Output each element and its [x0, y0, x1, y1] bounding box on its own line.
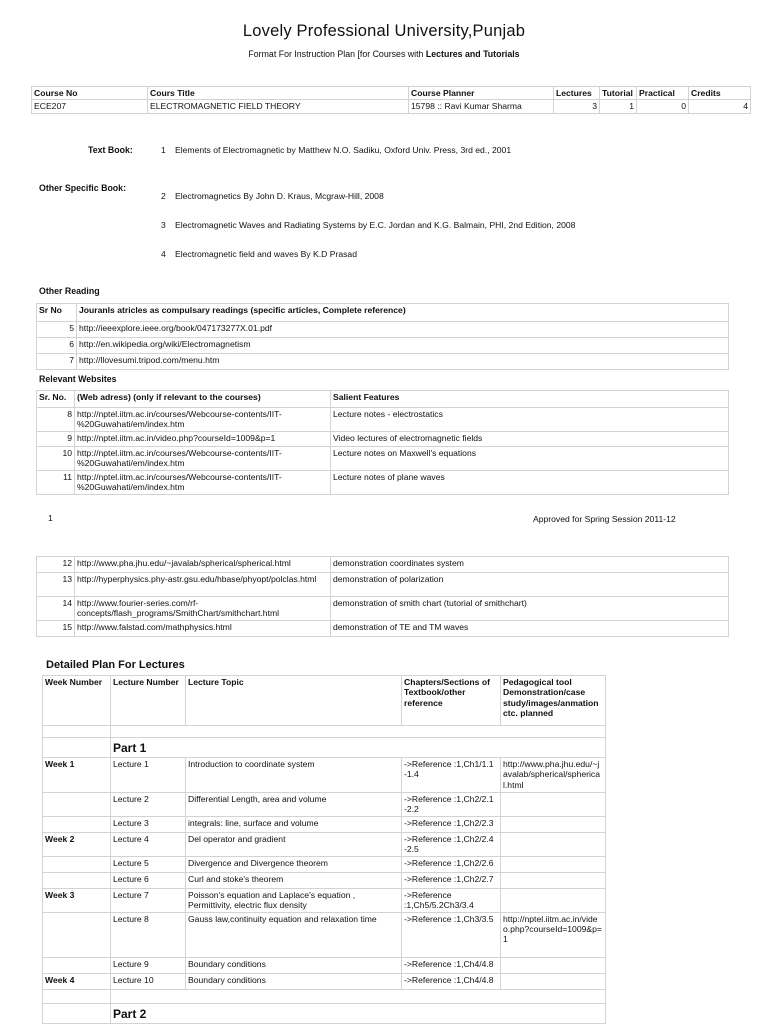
sr-no: 8 [37, 408, 75, 432]
plan-title: Detailed Plan For Lectures [46, 659, 185, 671]
sr-no: 15 [37, 621, 75, 637]
part-row [43, 738, 606, 758]
table-row [37, 447, 729, 471]
salient-feature: demonstration of smith chart (tutorial of smithchart) [331, 597, 729, 621]
table-row [43, 816, 606, 832]
col-lecture-number: Lecture Number [111, 676, 186, 726]
table-row [43, 856, 606, 872]
web-link[interactable]: http://www.fourier-series.com/rf-concepts/flash_programs/SmithChart/smithchart.html [75, 597, 331, 621]
table-row [37, 557, 729, 573]
sr-no: 7 [37, 354, 77, 370]
university-title: Lovely Professional University,Punjab [242, 22, 526, 40]
col-course-title: Cours Title [148, 87, 409, 100]
subtitle-prefix: Format For Instruction Plan [for Courses with [248, 49, 426, 59]
part-row [43, 1003, 606, 1023]
course-planner: 15798 :: Ravi Kumar Sharma [409, 100, 554, 113]
table-row [37, 322, 729, 338]
col-journal: Jouranls atricles as compulsary readings (specific articles, Complete reference) [77, 304, 729, 322]
other-book-label: Other Specific Book: [39, 183, 127, 193]
part-1-label: Part 1 [111, 738, 606, 758]
credits-count: 4 [689, 100, 751, 113]
sr-no: 11 [37, 471, 75, 495]
tool-cell[interactable]: http://nptel.iitm.ac.in/video.php?courseId=1009&p=1 [501, 912, 606, 957]
week-cell [43, 793, 111, 817]
week-cell: Week 1 [43, 758, 111, 793]
reference-cell: ->Reference :1,Ch3/3.5 [402, 912, 501, 957]
topic-cell: Boundary conditions [186, 973, 402, 989]
lecture-plan-table [42, 675, 606, 1024]
table-row [37, 621, 729, 637]
web-link[interactable]: http://nptel.iitm.ac.in/video.php?courseId=1009&p=1 [75, 432, 331, 447]
websites-title: Relevant Websites [39, 374, 117, 384]
sr-no: 14 [37, 597, 75, 621]
topic-cell: Gauss law,continuity equation and relaxation time [186, 912, 402, 957]
lecture-cell: Lecture 3 [111, 816, 186, 832]
topic-cell: Introduction to coordinate system [186, 758, 402, 793]
table-row [37, 338, 729, 354]
lecture-cell: Lecture 6 [111, 872, 186, 888]
tool-cell[interactable]: http://www.pha.jhu.edu/~javalab/spherical/spherical.html [501, 758, 606, 793]
course-no: ECE207 [32, 100, 148, 113]
col-lecture-topic: Lecture Topic [186, 676, 402, 726]
table-row [37, 408, 729, 432]
other-book-text: Electromagnetics By John D. Kraus, Mcgraw-Hill, 2008 [175, 191, 384, 201]
sr-no: 6 [37, 338, 77, 354]
reference-cell: ->Reference :1,Ch2/2.3 [402, 816, 501, 832]
col-week-number: Week Number [43, 676, 111, 726]
websites-table-continued [36, 556, 729, 637]
week-cell [43, 957, 111, 973]
other-book-text: Electromagnetic field and waves By K.D Prasad [175, 249, 357, 259]
week-cell [43, 856, 111, 872]
week-cell [43, 872, 111, 888]
topic-cell: Differential Length, area and volume [186, 793, 402, 817]
other-book-num: 3 [161, 220, 166, 230]
course-header-row [32, 87, 751, 100]
table-row [37, 354, 729, 370]
lecture-cell: Lecture 5 [111, 856, 186, 872]
lecture-cell: Lecture 8 [111, 912, 186, 957]
salient-feature: demonstration of polarization [331, 573, 729, 597]
format-subtitle [0, 49, 768, 59]
salient-feature: Lecture notes of plane waves [331, 471, 729, 495]
tool-cell [501, 957, 606, 973]
lecture-cell: Lecture 9 [111, 957, 186, 973]
tool-cell [501, 832, 606, 856]
week-cell [43, 912, 111, 957]
col-lectures: Lectures [554, 87, 600, 100]
reading-link[interactable]: http://llovesumi.tripod.com/menu.htm [77, 354, 729, 370]
websites-header-row [37, 391, 729, 408]
lecture-cell: Lecture 7 [111, 888, 186, 912]
tool-cell [501, 793, 606, 817]
other-book-num: 4 [161, 249, 166, 259]
topic-cell: Del operator and gradient [186, 832, 402, 856]
course-table [31, 86, 751, 114]
reading-header-row [37, 304, 729, 322]
reference-cell: ->Reference :1,Ch2/2.1 -2.2 [402, 793, 501, 817]
reference-cell: ->Reference :1,Ch2/2.4 -2.5 [402, 832, 501, 856]
other-reading-table [36, 303, 729, 370]
salient-feature: demonstration of TE and TM waves [331, 621, 729, 637]
week-cell: Week 4 [43, 973, 111, 989]
col-sr-no: Sr No [37, 304, 77, 322]
other-book-num: 2 [161, 191, 166, 201]
col-sr-no: Sr. No. [37, 391, 75, 408]
topic-cell: Poisson's equation and Laplace's equation , Permittivity, electric flux density [186, 888, 402, 912]
tool-cell [501, 973, 606, 989]
approval-note: Approved for Spring Session 2011-12 [533, 514, 676, 524]
page-number: 1 [48, 513, 53, 523]
text-book-num: 1 [161, 145, 166, 155]
tool-cell [501, 816, 606, 832]
topic-cell: Boundary conditions [186, 957, 402, 973]
sr-no: 5 [37, 322, 77, 338]
topic-cell: integrals: line, surface and volume [186, 816, 402, 832]
sr-no: 12 [37, 557, 75, 573]
tool-cell [501, 888, 606, 912]
reading-link[interactable]: http://en.wikipedia.org/wiki/Electromagnetism [77, 338, 729, 354]
text-book-label: Text Book: [88, 145, 133, 155]
col-course-planner: Course Planner [409, 87, 554, 100]
table-row [43, 872, 606, 888]
col-practical: Practical [637, 87, 689, 100]
table-row [43, 793, 606, 817]
plan-header-row [43, 676, 606, 726]
sr-no: 9 [37, 432, 75, 447]
reference-cell: ->Reference :1,Ch4/4.8 [402, 957, 501, 973]
table-row [43, 832, 606, 856]
reference-cell: ->Reference :1,Ch4/4.8 [402, 973, 501, 989]
lectures-count: 3 [554, 100, 600, 113]
table-row [37, 597, 729, 621]
table-row [37, 471, 729, 495]
col-course-no: Course No [32, 87, 148, 100]
web-link[interactable]: http://nptel.iitm.ac.in/courses/Webcourse-contents/IIT-%20Guwahati/em/index.htm [75, 447, 331, 471]
table-row [37, 432, 729, 447]
web-link[interactable]: http://hyperphysics.phy-astr.gsu.edu/hbase/phyopt/polclas.html [75, 573, 331, 597]
course-value-row [32, 100, 751, 113]
table-row [43, 957, 606, 973]
course-title: ELECTROMAGNETIC FIELD THEORY [148, 100, 409, 113]
salient-feature: demonstration coordinates system [331, 557, 729, 573]
websites-table [36, 390, 729, 495]
lecture-cell: Lecture 10 [111, 973, 186, 989]
web-link[interactable]: http://nptel.iitm.ac.in/courses/Webcourse-contents/IIT-%20Guwahati/em/index.htm [75, 471, 331, 495]
reference-cell: ->Reference :1,Ch2/2.6 [402, 856, 501, 872]
table-row [37, 573, 729, 597]
other-book-text: Electromagnetic Waves and Radiating Systems by E.C. Jordan and K.G. Balmain, PHI, 2nd Edition, 2008 [175, 220, 576, 230]
sr-no: 13 [37, 573, 75, 597]
web-link[interactable]: http://nptel.iitm.ac.in/courses/Webcourse-contents/IIT-%20Guwahati/em/index.htm [75, 408, 331, 432]
table-row [43, 973, 606, 989]
tutorial-count: 1 [600, 100, 637, 113]
sr-no: 10 [37, 447, 75, 471]
col-chapters: Chapters/Sections of Textbook/other reference [402, 676, 501, 726]
salient-feature: Lecture notes on Maxwell's equations [331, 447, 729, 471]
practical-count: 0 [637, 100, 689, 113]
lecture-cell: Lecture 2 [111, 793, 186, 817]
week-cell: Week 3 [43, 888, 111, 912]
reading-link[interactable]: http://ieeexplore.ieee.org/book/047173277X.01.pdf [77, 322, 729, 338]
col-credits: Credits [689, 87, 751, 100]
web-link[interactable]: http://www.falstad.com/mathphysics.html [75, 621, 331, 637]
salient-feature: Lecture notes - electrostatics [331, 408, 729, 432]
part-2-label: Part 2 [111, 1003, 606, 1023]
col-salient-features: Salient Features [331, 391, 729, 408]
spacer-row [43, 989, 606, 1003]
table-row [43, 912, 606, 957]
col-pedagogical-tool: Pedagogical tool Demonstration/case study/images/anmation ctc. planned [501, 676, 606, 726]
tool-cell [501, 872, 606, 888]
lecture-cell: Lecture 1 [111, 758, 186, 793]
reference-cell: ->Reference :1,Ch1/1.1 -1.4 [402, 758, 501, 793]
col-web-address: (Web adress) (only if relevant to the courses) [75, 391, 331, 408]
other-reading-title: Other Reading [39, 286, 100, 296]
table-row [43, 758, 606, 793]
subtitle-bold: Lectures and Tutorials [425, 49, 520, 59]
week-cell [43, 816, 111, 832]
week-cell: Week 2 [43, 832, 111, 856]
salient-feature: Video lectures of electromagnetic fields [331, 432, 729, 447]
text-book-text: Elements of Electromagnetic by Matthew N.O. Sadiku, Oxford Univ. Press, 3rd ed., 2001 [175, 145, 512, 155]
topic-cell: Curl and stoke's theorem [186, 872, 402, 888]
lecture-cell: Lecture 4 [111, 832, 186, 856]
spacer-row [43, 726, 606, 738]
tool-cell [501, 856, 606, 872]
web-link[interactable]: http://www.pha.jhu.edu/~javalab/spherical/spherical.html [75, 557, 331, 573]
reference-cell: ->Reference :1,Ch5/5.2Ch3/3.4 [402, 888, 501, 912]
col-tutorial: Tutorial [600, 87, 637, 100]
table-row [43, 888, 606, 912]
reference-cell: ->Reference :1,Ch2/2.7 [402, 872, 501, 888]
topic-cell: Divergence and Divergence theorem [186, 856, 402, 872]
